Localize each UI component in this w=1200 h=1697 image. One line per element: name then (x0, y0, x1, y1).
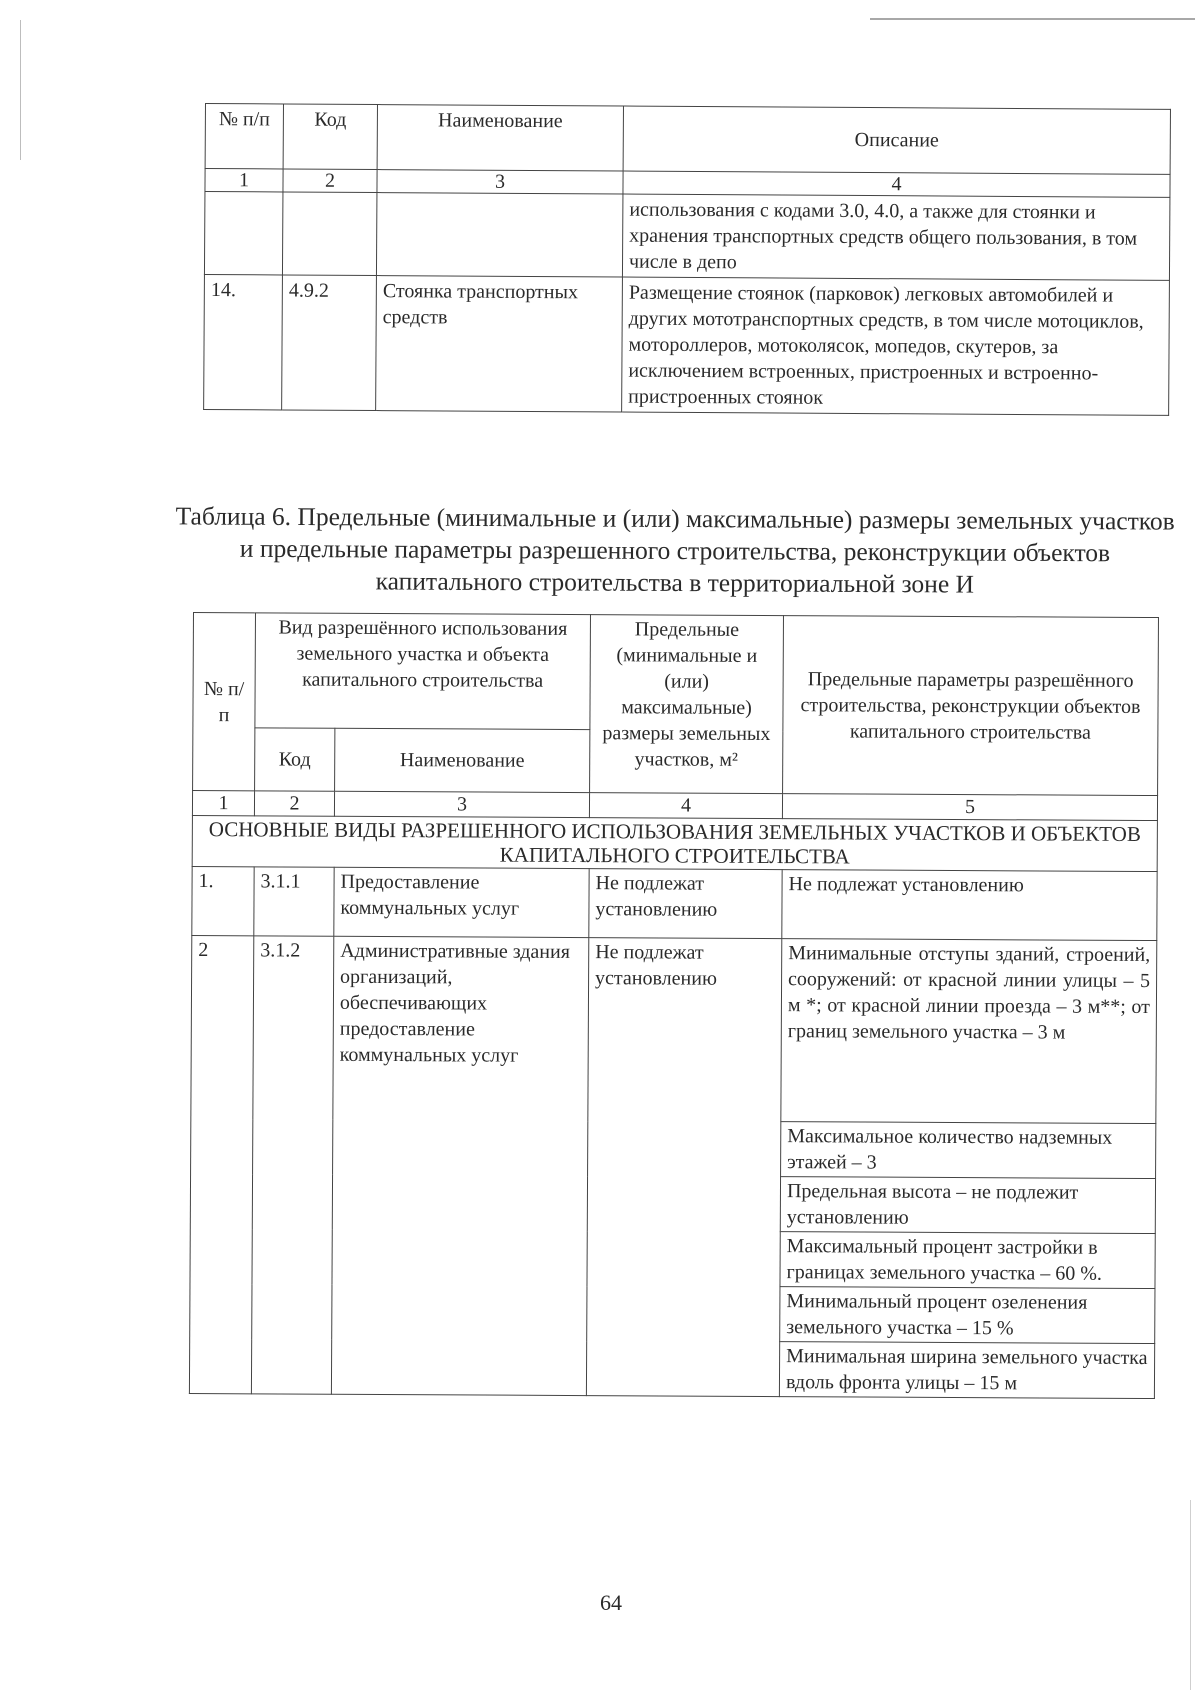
row-num: 14. (204, 274, 283, 409)
scan-edge-mark (1190, 1500, 1191, 1690)
table-row (191, 935, 1157, 1123)
table-caption: Таблица 6. Предельные (минимальные и (или) максимальные) размеры земельных участков и предельные параметры разрешенного строительства, реконструкции объектов капитального строительства в территориальной зоне И (175, 501, 1175, 599)
param-green-area: Минимальный процент озеленения земельного участка – 15 % (780, 1287, 1155, 1344)
row-code: 3.1.1 (254, 867, 334, 936)
column-number: 1 (205, 169, 283, 192)
row-size: Не подлежат установлению (589, 869, 782, 939)
row-code: 4.9.2 (282, 275, 377, 411)
table-continuation (203, 103, 1171, 416)
row-code: 3.1.2 (251, 936, 333, 1394)
header-land-sizes: Предельные (минимальные и (или) максимальные) размеры земельных участков, м² (590, 615, 784, 794)
row-code (282, 192, 377, 276)
table-row (192, 866, 1157, 940)
header-description: Описание (623, 106, 1170, 174)
param-floors: Максимальное количество надземных этажей – 3 (781, 1122, 1156, 1179)
header-code: Код (283, 104, 377, 170)
scan-artifact-line (870, 18, 1195, 20)
page-number: 64 (600, 1590, 622, 1615)
column-number: 2 (254, 791, 334, 816)
zoning-parameters-table (189, 612, 1159, 1399)
scan-edge-mark (20, 20, 21, 160)
row-description: использования с кодами 3.0, 4.0, а также для стоянки и хранения транспортных средств общего пользования, в том числе в депо (622, 194, 1169, 280)
table-header-row (205, 104, 1170, 175)
column-number: 3 (377, 170, 623, 195)
table-row (204, 192, 1169, 281)
header-use-type: Вид разрешённого использования земельного участка и объекта капитального строительства (255, 613, 591, 730)
column-number: 4 (589, 793, 782, 819)
column-number: 4 (623, 171, 1170, 197)
header-building-params: Предельные параметры разрешённого строительства, реконструкции объектов капитального строительства (783, 616, 1159, 796)
header-name: Наименование (335, 728, 590, 792)
table-header-row (193, 613, 1159, 733)
param-height: Предельная высота – не подлежит установлению (780, 1177, 1155, 1234)
header-num: № п/п (205, 104, 283, 169)
row-name: Стоянка транспортных средств (376, 276, 623, 413)
row-param: Не подлежат установлению (782, 870, 1157, 941)
column-number: 5 (782, 794, 1157, 821)
row-num (204, 192, 283, 275)
header-code: Код (255, 728, 335, 791)
column-number: 2 (283, 169, 377, 193)
column-number: 3 (334, 791, 589, 817)
header-name: Наименование (377, 105, 623, 172)
param-frontage-width: Минимальная ширина земельного участка вдоль фронта улицы – 15 м (779, 1342, 1154, 1399)
row-description: Размещение стоянок (парковок) легковых автомобилей и других мототранспортных средств, в том числе мотоциклов, мотороллеров, мотоколясок, мопедов, скутеров, за исключением встроенных, пристроенных и встроенно-пристроенных стоянок (622, 277, 1170, 415)
param-build-coverage: Максимальный процент застройки в границах земельного участка – 60 %. (780, 1232, 1155, 1289)
row-name (376, 193, 623, 278)
row-name: Предоставление коммунальных услуг (334, 867, 589, 937)
section-row (192, 815, 1157, 871)
column-number: 1 (192, 791, 254, 816)
row-size: Не подлежат установлению (586, 938, 781, 1397)
table-row (204, 274, 1170, 415)
section-title: ОСНОВНЫЕ ВИДЫ РАЗРЕШЕННОГО ИСПОЛЬЗОВАНИЯ ЗЕМЕЛЬНЫХ УЧАСТКОВ И ОБЪЕКТОВ КАПИТАЛЬНОГО СТРОИТЕЛЬСТВА (192, 815, 1157, 871)
row-num: 2 (189, 935, 253, 1393)
header-num: № п/п (193, 613, 256, 791)
param-setbacks: Минимальные отступы зданий, строений, сооружений: от красной линии улицы – 5 м *; от красной линии проезда – 3 м**; от границ земельного участка – 3 м (781, 939, 1157, 1124)
row-num: 1. (192, 866, 254, 935)
row-name: Административные здания организаций, обеспечивающих предоставление коммунальных услуг (331, 936, 588, 1395)
